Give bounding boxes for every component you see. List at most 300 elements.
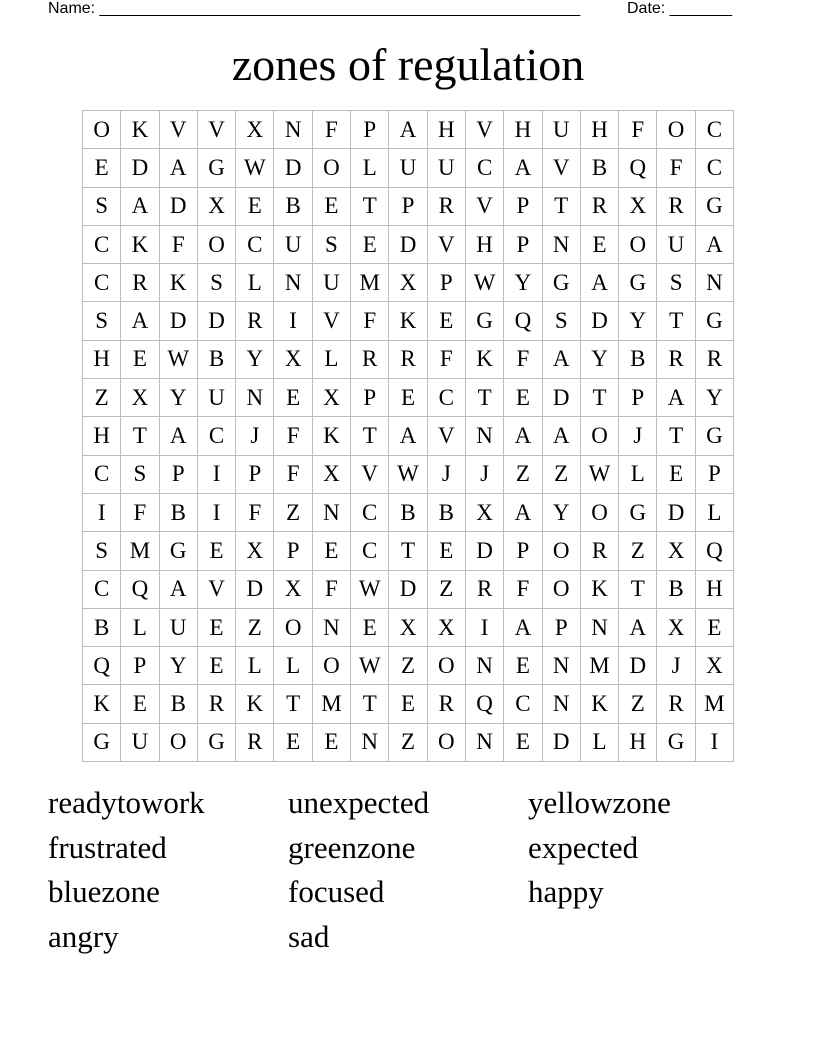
grid-cell[interactable]: X bbox=[236, 111, 274, 149]
grid-cell[interactable]: E bbox=[274, 724, 312, 762]
grid-cell[interactable]: F bbox=[274, 417, 312, 455]
grid-cell[interactable]: R bbox=[657, 685, 695, 723]
grid-cell[interactable]: I bbox=[198, 456, 236, 494]
grid-cell[interactable]: D bbox=[543, 724, 581, 762]
grid-cell[interactable]: N bbox=[351, 724, 389, 762]
grid-cell[interactable]: P bbox=[504, 532, 542, 570]
grid-cell[interactable]: R bbox=[428, 685, 466, 723]
grid-cell[interactable]: A bbox=[504, 609, 542, 647]
grid-cell[interactable]: T bbox=[619, 571, 657, 609]
grid-cell[interactable]: D bbox=[236, 571, 274, 609]
grid-cell[interactable]: D bbox=[543, 379, 581, 417]
grid-cell[interactable]: N bbox=[313, 609, 351, 647]
grid-cell[interactable]: E bbox=[274, 379, 312, 417]
grid-cell[interactable]: G bbox=[619, 264, 657, 302]
grid-cell[interactable]: J bbox=[236, 417, 274, 455]
grid-cell[interactable]: E bbox=[198, 609, 236, 647]
grid-cell[interactable]: B bbox=[274, 188, 312, 226]
grid-cell[interactable]: S bbox=[83, 302, 121, 340]
grid-cell[interactable]: O bbox=[313, 647, 351, 685]
grid-cell[interactable]: A bbox=[389, 417, 427, 455]
grid-cell[interactable]: B bbox=[619, 341, 657, 379]
grid-cell[interactable]: N bbox=[274, 111, 312, 149]
grid-cell[interactable]: V bbox=[198, 111, 236, 149]
grid-cell[interactable]: O bbox=[581, 417, 619, 455]
grid-cell[interactable]: H bbox=[83, 417, 121, 455]
grid-cell[interactable]: B bbox=[657, 571, 695, 609]
grid-cell[interactable]: D bbox=[466, 532, 504, 570]
grid-cell[interactable]: T bbox=[657, 302, 695, 340]
grid-cell[interactable]: I bbox=[466, 609, 504, 647]
grid-cell[interactable]: P bbox=[504, 188, 542, 226]
grid-cell[interactable]: D bbox=[160, 302, 198, 340]
grid-cell[interactable]: D bbox=[619, 647, 657, 685]
grid-cell[interactable]: Z bbox=[83, 379, 121, 417]
grid-cell[interactable]: B bbox=[83, 609, 121, 647]
grid-cell[interactable]: T bbox=[274, 685, 312, 723]
grid-cell[interactable]: F bbox=[351, 302, 389, 340]
grid-cell[interactable]: N bbox=[466, 417, 504, 455]
grid-cell[interactable]: Q bbox=[121, 571, 159, 609]
grid-cell[interactable]: S bbox=[543, 302, 581, 340]
grid-cell[interactable]: E bbox=[389, 685, 427, 723]
grid-cell[interactable]: G bbox=[543, 264, 581, 302]
grid-cell[interactable]: U bbox=[160, 609, 198, 647]
grid-cell[interactable]: X bbox=[236, 532, 274, 570]
grid-cell[interactable]: C bbox=[83, 571, 121, 609]
grid-cell[interactable]: Z bbox=[236, 609, 274, 647]
grid-cell[interactable]: F bbox=[504, 341, 542, 379]
grid-cell[interactable]: A bbox=[619, 609, 657, 647]
word-search-grid bbox=[82, 110, 734, 762]
grid-cell[interactable]: W bbox=[351, 647, 389, 685]
grid-cell[interactable]: L bbox=[313, 341, 351, 379]
grid-cell[interactable]: P bbox=[543, 609, 581, 647]
grid-cell[interactable]: D bbox=[581, 302, 619, 340]
grid-cell[interactable]: E bbox=[581, 226, 619, 264]
grid-cell[interactable]: P bbox=[274, 532, 312, 570]
grid-cell[interactable]: A bbox=[121, 188, 159, 226]
grid-cell[interactable]: O bbox=[83, 111, 121, 149]
grid-cell[interactable]: N bbox=[581, 609, 619, 647]
grid-cell[interactable]: E bbox=[198, 647, 236, 685]
grid-cell[interactable]: S bbox=[83, 188, 121, 226]
grid-cell[interactable]: P bbox=[696, 456, 734, 494]
grid-cell[interactable]: N bbox=[543, 685, 581, 723]
grid-cell[interactable]: E bbox=[696, 609, 734, 647]
grid-cell[interactable]: K bbox=[313, 417, 351, 455]
grid-cell[interactable]: F bbox=[504, 571, 542, 609]
word-bank-item: angry bbox=[48, 919, 119, 955]
grid-cell[interactable]: X bbox=[121, 379, 159, 417]
grid-cell[interactable]: H bbox=[83, 341, 121, 379]
grid-cell[interactable]: N bbox=[236, 379, 274, 417]
grid-cell[interactable]: X bbox=[657, 532, 695, 570]
grid-cell[interactable]: Y bbox=[581, 341, 619, 379]
grid-cell[interactable]: I bbox=[274, 302, 312, 340]
grid-cell[interactable]: C bbox=[696, 111, 734, 149]
grid-cell[interactable]: V bbox=[428, 226, 466, 264]
grid-cell[interactable]: C bbox=[428, 379, 466, 417]
grid-cell[interactable]: T bbox=[389, 532, 427, 570]
grid-cell[interactable]: R bbox=[657, 341, 695, 379]
grid-cell[interactable]: L bbox=[236, 647, 274, 685]
grid-cell[interactable]: X bbox=[466, 494, 504, 532]
grid-cell[interactable]: X bbox=[313, 456, 351, 494]
grid-cell[interactable]: U bbox=[274, 226, 312, 264]
grid-cell[interactable]: L bbox=[236, 264, 274, 302]
grid-cell[interactable]: R bbox=[236, 302, 274, 340]
grid-cell[interactable]: H bbox=[504, 111, 542, 149]
grid-cell[interactable]: P bbox=[428, 264, 466, 302]
grid-cell[interactable]: J bbox=[657, 647, 695, 685]
grid-cell[interactable]: T bbox=[466, 379, 504, 417]
grid-cell[interactable]: D bbox=[389, 226, 427, 264]
grid-cell[interactable]: P bbox=[389, 188, 427, 226]
grid-cell[interactable]: J bbox=[428, 456, 466, 494]
grid-cell[interactable]: F bbox=[619, 111, 657, 149]
grid-cell[interactable]: E bbox=[351, 609, 389, 647]
word-bank-item: happy bbox=[528, 874, 604, 910]
grid-cell[interactable]: V bbox=[313, 302, 351, 340]
grid-cell[interactable]: S bbox=[198, 264, 236, 302]
grid-cell[interactable]: V bbox=[466, 188, 504, 226]
grid-cell[interactable]: Z bbox=[389, 724, 427, 762]
grid-cell[interactable]: Z bbox=[619, 685, 657, 723]
grid-cell[interactable]: Q bbox=[619, 149, 657, 187]
grid-cell[interactable]: I bbox=[696, 724, 734, 762]
grid-cell[interactable]: T bbox=[351, 188, 389, 226]
grid-cell[interactable]: C bbox=[351, 532, 389, 570]
grid-cell[interactable]: G bbox=[696, 302, 734, 340]
grid-cell[interactable]: W bbox=[466, 264, 504, 302]
grid-cell[interactable]: K bbox=[389, 302, 427, 340]
grid-cell[interactable]: T bbox=[581, 379, 619, 417]
grid-cell[interactable]: A bbox=[581, 264, 619, 302]
grid-cell[interactable]: G bbox=[160, 532, 198, 570]
grid-cell[interactable]: T bbox=[351, 685, 389, 723]
grid-cell[interactable]: G bbox=[657, 724, 695, 762]
grid-cell[interactable]: C bbox=[236, 226, 274, 264]
grid-cell[interactable]: A bbox=[504, 149, 542, 187]
grid-cell[interactable]: R bbox=[198, 685, 236, 723]
grid-cell[interactable]: K bbox=[121, 111, 159, 149]
grid-cell[interactable]: K bbox=[581, 571, 619, 609]
grid-cell[interactable]: C bbox=[83, 264, 121, 302]
grid-cell[interactable]: S bbox=[657, 264, 695, 302]
grid-cell[interactable]: L bbox=[619, 456, 657, 494]
grid-cell[interactable]: E bbox=[313, 188, 351, 226]
grid-cell[interactable]: S bbox=[83, 532, 121, 570]
grid-cell[interactable]: Z bbox=[428, 571, 466, 609]
grid-cell[interactable]: Q bbox=[83, 647, 121, 685]
grid-cell[interactable]: G bbox=[696, 188, 734, 226]
grid-cell[interactable]: O bbox=[428, 647, 466, 685]
grid-cell[interactable]: A bbox=[160, 417, 198, 455]
grid-cell[interactable]: E bbox=[121, 685, 159, 723]
grid-cell[interactable]: K bbox=[121, 226, 159, 264]
grid-cell[interactable]: E bbox=[351, 226, 389, 264]
grid-cell[interactable]: N bbox=[313, 494, 351, 532]
grid-cell[interactable]: C bbox=[83, 456, 121, 494]
grid-cell[interactable]: S bbox=[313, 226, 351, 264]
grid-cell[interactable]: F bbox=[313, 571, 351, 609]
grid-cell[interactable]: V bbox=[160, 111, 198, 149]
grid-cell[interactable]: C bbox=[83, 226, 121, 264]
grid-cell[interactable]: R bbox=[696, 341, 734, 379]
grid-cell[interactable]: B bbox=[428, 494, 466, 532]
grid-cell[interactable]: P bbox=[619, 379, 657, 417]
grid-cell[interactable]: E bbox=[389, 379, 427, 417]
grid-cell[interactable]: H bbox=[619, 724, 657, 762]
grid-cell[interactable]: D bbox=[121, 149, 159, 187]
grid-cell[interactable]: D bbox=[389, 571, 427, 609]
grid-cell[interactable]: Z bbox=[543, 456, 581, 494]
grid-cell[interactable]: E bbox=[236, 188, 274, 226]
grid-cell[interactable]: C bbox=[351, 494, 389, 532]
grid-cell[interactable]: O bbox=[619, 226, 657, 264]
date-field-label: Date: _______ bbox=[627, 0, 732, 17]
grid-cell[interactable]: F bbox=[428, 341, 466, 379]
grid-cell[interactable]: O bbox=[543, 532, 581, 570]
grid-cell[interactable]: X bbox=[389, 609, 427, 647]
grid-cell[interactable]: A bbox=[504, 494, 542, 532]
grid-cell[interactable]: Y bbox=[543, 494, 581, 532]
grid-cell[interactable]: X bbox=[274, 341, 312, 379]
grid-cell[interactable]: B bbox=[160, 685, 198, 723]
grid-cell[interactable]: J bbox=[466, 456, 504, 494]
grid-cell[interactable]: N bbox=[696, 264, 734, 302]
grid-cell[interactable]: V bbox=[351, 456, 389, 494]
grid-cell[interactable]: K bbox=[83, 685, 121, 723]
grid-cell[interactable]: Z bbox=[619, 532, 657, 570]
grid-cell[interactable]: L bbox=[696, 494, 734, 532]
word-bank-item: yellowzone bbox=[528, 785, 671, 820]
grid-cell[interactable]: O bbox=[274, 609, 312, 647]
grid-cell[interactable]: M bbox=[351, 264, 389, 302]
grid-cell[interactable]: O bbox=[160, 724, 198, 762]
grid-cell[interactable]: O bbox=[198, 226, 236, 264]
grid-cell[interactable]: P bbox=[236, 456, 274, 494]
word-bank-item: sad bbox=[288, 919, 330, 955]
grid-cell[interactable]: O bbox=[657, 111, 695, 149]
grid-cell[interactable]: P bbox=[351, 111, 389, 149]
grid-cell[interactable]: D bbox=[198, 302, 236, 340]
grid-cell[interactable]: C bbox=[198, 417, 236, 455]
grid-cell[interactable]: P bbox=[351, 379, 389, 417]
word-bank-item: frustrated bbox=[48, 829, 167, 865]
grid-cell[interactable]: G bbox=[198, 149, 236, 187]
grid-cell[interactable]: Z bbox=[389, 647, 427, 685]
grid-cell[interactable]: P bbox=[160, 456, 198, 494]
grid-cell[interactable]: E bbox=[504, 647, 542, 685]
grid-cell[interactable]: B bbox=[581, 149, 619, 187]
grid-cell[interactable]: A bbox=[543, 341, 581, 379]
grid-cell[interactable]: U bbox=[389, 149, 427, 187]
grid-cell[interactable]: K bbox=[581, 685, 619, 723]
grid-cell[interactable]: T bbox=[351, 417, 389, 455]
grid-cell[interactable]: A bbox=[160, 571, 198, 609]
grid-cell[interactable]: L bbox=[121, 609, 159, 647]
grid-cell[interactable]: F bbox=[313, 111, 351, 149]
grid-cell[interactable]: X bbox=[657, 609, 695, 647]
grid-cell[interactable]: K bbox=[236, 685, 274, 723]
grid-cell[interactable]: M bbox=[696, 685, 734, 723]
grid-cell[interactable]: G bbox=[83, 724, 121, 762]
grid-cell[interactable]: E bbox=[657, 456, 695, 494]
grid-cell[interactable]: W bbox=[160, 341, 198, 379]
grid-cell[interactable]: A bbox=[543, 417, 581, 455]
grid-cell[interactable]: G bbox=[198, 724, 236, 762]
grid-cell[interactable]: V bbox=[466, 111, 504, 149]
grid-cell[interactable]: H bbox=[466, 226, 504, 264]
grid-cell[interactable]: X bbox=[619, 188, 657, 226]
grid-cell[interactable]: E bbox=[198, 532, 236, 570]
grid-cell[interactable]: E bbox=[83, 149, 121, 187]
grid-cell[interactable]: O bbox=[543, 571, 581, 609]
grid-cell[interactable]: I bbox=[83, 494, 121, 532]
grid-cell[interactable]: F bbox=[121, 494, 159, 532]
grid-cell[interactable]: Q bbox=[466, 685, 504, 723]
grid-cell[interactable]: O bbox=[581, 494, 619, 532]
word-bank-item: readytowork bbox=[48, 785, 205, 820]
grid-cell[interactable]: W bbox=[581, 456, 619, 494]
grid-cell[interactable]: P bbox=[121, 647, 159, 685]
grid-cell[interactable]: Y bbox=[160, 379, 198, 417]
grid-cell[interactable]: I bbox=[198, 494, 236, 532]
word-bank-item: focused bbox=[288, 874, 385, 910]
grid-cell[interactable]: V bbox=[543, 149, 581, 187]
grid-cell[interactable]: A bbox=[696, 226, 734, 264]
grid-cell[interactable]: H bbox=[696, 571, 734, 609]
grid-cell[interactable]: B bbox=[160, 494, 198, 532]
grid-cell[interactable]: R bbox=[657, 188, 695, 226]
grid-cell[interactable]: Y bbox=[160, 647, 198, 685]
grid-cell[interactable]: Y bbox=[619, 302, 657, 340]
grid-cell[interactable]: E bbox=[428, 302, 466, 340]
grid-cell[interactable]: A bbox=[657, 379, 695, 417]
grid-cell[interactable]: T bbox=[121, 417, 159, 455]
grid-cell[interactable]: U bbox=[121, 724, 159, 762]
grid-cell[interactable]: R bbox=[581, 188, 619, 226]
grid-cell[interactable]: U bbox=[198, 379, 236, 417]
grid-cell[interactable]: Y bbox=[696, 379, 734, 417]
grid-cell[interactable]: F bbox=[274, 456, 312, 494]
grid-cell[interactable]: A bbox=[504, 417, 542, 455]
grid-cell[interactable]: L bbox=[274, 647, 312, 685]
grid-cell[interactable]: R bbox=[351, 341, 389, 379]
grid-cell[interactable]: X bbox=[198, 188, 236, 226]
grid-cell[interactable]: X bbox=[274, 571, 312, 609]
worksheet-header bbox=[0, 0, 816, 22]
grid-cell[interactable]: T bbox=[543, 188, 581, 226]
grid-cell[interactable]: A bbox=[389, 111, 427, 149]
grid-cell[interactable]: N bbox=[466, 647, 504, 685]
grid-cell[interactable]: C bbox=[466, 149, 504, 187]
grid-cell[interactable]: J bbox=[619, 417, 657, 455]
grid-cell[interactable]: T bbox=[657, 417, 695, 455]
grid-cell[interactable]: G bbox=[466, 302, 504, 340]
grid-cell[interactable]: F bbox=[160, 226, 198, 264]
grid-cell[interactable]: Z bbox=[274, 494, 312, 532]
grid-cell[interactable]: U bbox=[657, 226, 695, 264]
grid-cell[interactable]: N bbox=[274, 264, 312, 302]
grid-cell[interactable]: M bbox=[313, 685, 351, 723]
grid-cell[interactable]: E bbox=[313, 532, 351, 570]
grid-cell[interactable]: R bbox=[389, 341, 427, 379]
grid-cell[interactable]: R bbox=[581, 532, 619, 570]
grid-cell[interactable]: Q bbox=[504, 302, 542, 340]
grid-cell[interactable]: W bbox=[389, 456, 427, 494]
grid-cell[interactable]: X bbox=[696, 647, 734, 685]
grid-cell[interactable]: X bbox=[428, 609, 466, 647]
grid-cell[interactable]: U bbox=[543, 111, 581, 149]
grid-cell[interactable]: R bbox=[428, 188, 466, 226]
grid-cell[interactable]: A bbox=[121, 302, 159, 340]
grid-cell[interactable]: E bbox=[313, 724, 351, 762]
grid-cell[interactable]: V bbox=[198, 571, 236, 609]
grid-cell[interactable]: Y bbox=[236, 341, 274, 379]
grid-cell[interactable]: R bbox=[236, 724, 274, 762]
grid-cell[interactable]: W bbox=[351, 571, 389, 609]
grid-cell[interactable]: K bbox=[160, 264, 198, 302]
grid-cell[interactable]: M bbox=[121, 532, 159, 570]
grid-cell[interactable]: Q bbox=[696, 532, 734, 570]
grid-cell[interactable]: H bbox=[581, 111, 619, 149]
grid-cell[interactable]: B bbox=[389, 494, 427, 532]
grid-cell[interactable]: N bbox=[466, 724, 504, 762]
grid-cell[interactable]: N bbox=[543, 226, 581, 264]
grid-cell[interactable]: G bbox=[619, 494, 657, 532]
grid-cell[interactable]: R bbox=[121, 264, 159, 302]
grid-cell[interactable]: N bbox=[543, 647, 581, 685]
grid-cell[interactable]: W bbox=[236, 149, 274, 187]
grid-cell[interactable]: E bbox=[504, 724, 542, 762]
grid-cell[interactable]: K bbox=[466, 341, 504, 379]
grid-cell[interactable]: U bbox=[428, 149, 466, 187]
grid-cell[interactable]: U bbox=[313, 264, 351, 302]
grid-cell[interactable]: X bbox=[389, 264, 427, 302]
grid-cell[interactable]: R bbox=[466, 571, 504, 609]
grid-cell[interactable]: A bbox=[160, 149, 198, 187]
grid-cell[interactable]: D bbox=[160, 188, 198, 226]
grid-cell[interactable]: C bbox=[696, 149, 734, 187]
grid-cell[interactable]: H bbox=[428, 111, 466, 149]
grid-cell[interactable]: Z bbox=[504, 456, 542, 494]
grid-cell[interactable]: F bbox=[657, 149, 695, 187]
grid-cell[interactable]: E bbox=[121, 341, 159, 379]
grid-cell[interactable]: O bbox=[428, 724, 466, 762]
grid-cell[interactable]: D bbox=[657, 494, 695, 532]
grid-cell[interactable]: B bbox=[198, 341, 236, 379]
grid-cell[interactable]: C bbox=[504, 685, 542, 723]
grid-cell[interactable]: O bbox=[313, 149, 351, 187]
grid-cell[interactable]: E bbox=[428, 532, 466, 570]
grid-cell[interactable]: P bbox=[504, 226, 542, 264]
grid-cell[interactable]: L bbox=[351, 149, 389, 187]
grid-cell[interactable]: F bbox=[236, 494, 274, 532]
grid-cell[interactable]: M bbox=[581, 647, 619, 685]
grid-cell[interactable]: S bbox=[121, 456, 159, 494]
grid-cell[interactable]: X bbox=[313, 379, 351, 417]
grid-cell[interactable]: D bbox=[274, 149, 312, 187]
grid-cell[interactable]: Y bbox=[504, 264, 542, 302]
grid-cell[interactable]: L bbox=[581, 724, 619, 762]
grid-cell[interactable]: V bbox=[428, 417, 466, 455]
grid-cell[interactable]: E bbox=[504, 379, 542, 417]
word-bank bbox=[48, 784, 768, 963]
grid-cell[interactable]: G bbox=[696, 417, 734, 455]
